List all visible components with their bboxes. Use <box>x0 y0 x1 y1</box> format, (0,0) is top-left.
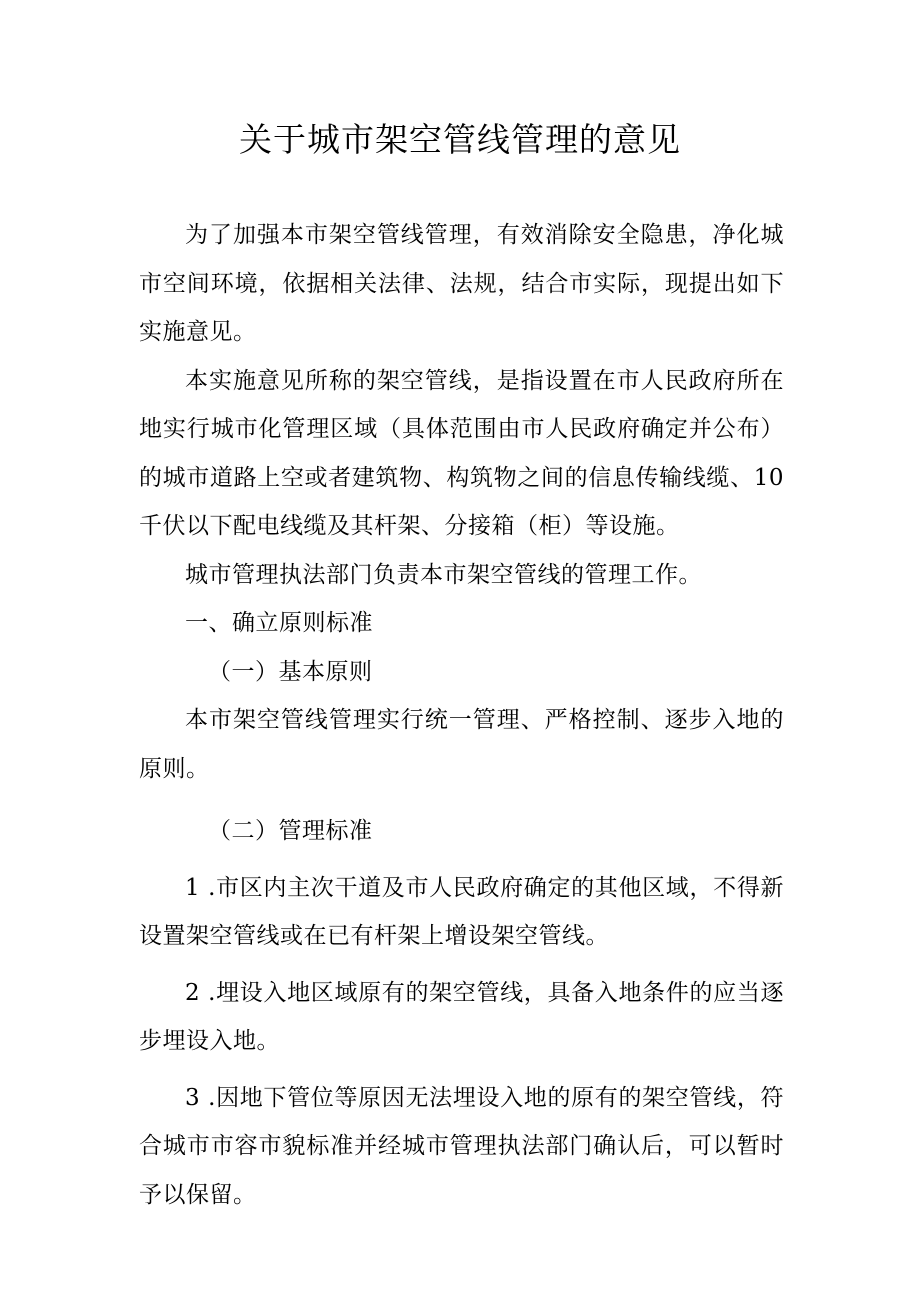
paragraph-definition: 本实施意见所称的架空管线，是指设置在市人民政府所在地实行城市化管理区域（具体范围由市人民政府确定并公布）的城市道路上空或者建筑物、构筑物之间的信息传输线缆、10千伏以下配电线缆及其杆架、分接箱（柜）等设施。 <box>139 367 784 539</box>
paragraph-intro: 为了加强本市架空管线管理，有效消除安全隐患，净化城市空间环境，依据相关法律、法规，结合市实际，现提出如下实施意见。 <box>139 222 784 345</box>
paragraph-responsibility: 城市管理执法部门负责本市架空管线的管理工作。 <box>185 561 702 588</box>
subsection-heading-management-standard: （二）管理标准 <box>208 818 373 844</box>
paragraph-basic-principle: 本市架空管线管理实行统一管理、严格控制、逐步入地的原则。 <box>139 707 784 782</box>
list-item-standard-1: 1 .市区内主次干道及市人民政府确定的其他区域，不得新设置架空管线或在已有杆架上增设架空管线。 <box>139 874 784 949</box>
list-item-standard-3: 3 .因地下管位等原因无法埋设入地的原有的架空管线，符合城市市容市貌标准并经城市管理执法部门确认后，可以暂时予以保留。 <box>139 1084 784 1208</box>
subsection-heading-basic-principle: （一）基本原则 <box>208 658 373 685</box>
list-item-standard-2: 2 .埋设入地区域原有的架空管线，具备入地条件的应当逐步埋设入地。 <box>139 979 784 1054</box>
section-heading-principles: 一、确立原则标准 <box>185 610 373 636</box>
document-title: 关于城市架空管线管理的意见 <box>239 120 681 159</box>
document-body <box>139 211 784 1219</box>
